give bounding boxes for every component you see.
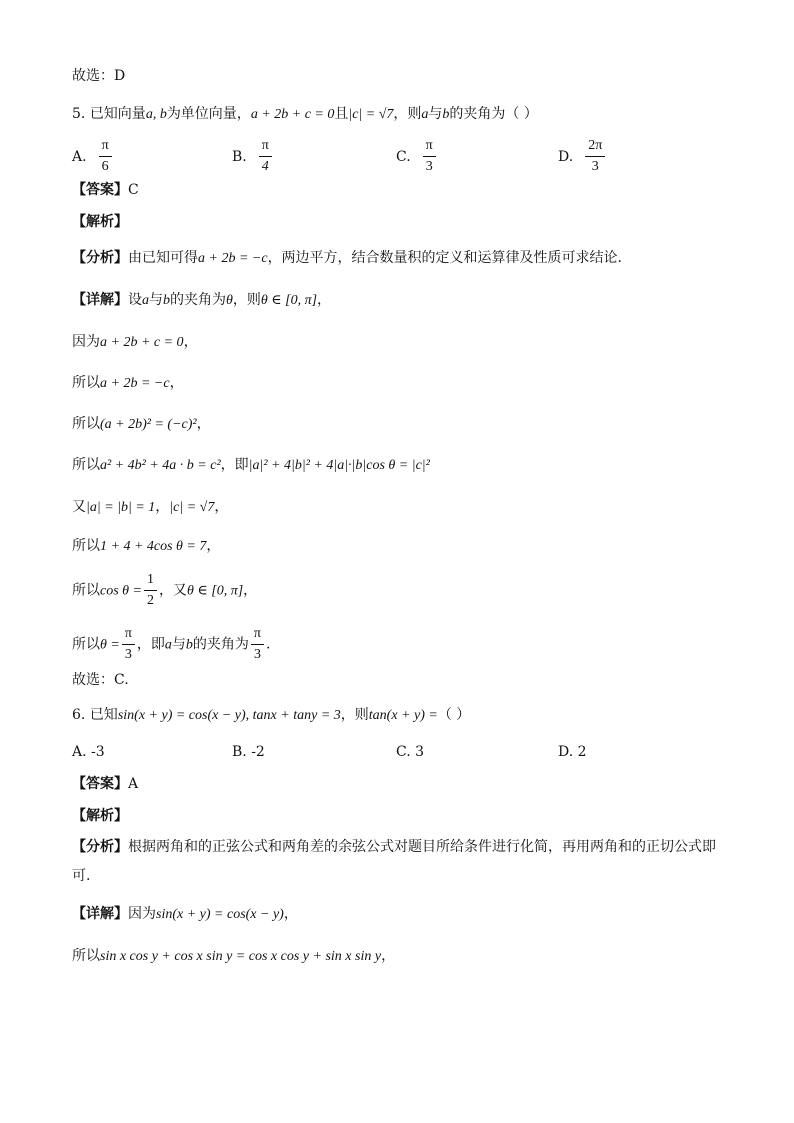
q5-select: 故选：C.	[72, 672, 129, 688]
text: 因为	[128, 906, 156, 922]
q5-detail-line-1	[72, 290, 331, 311]
text: ，即	[136, 636, 165, 653]
math: sin x cos y + cos x sin y = cos x cos y + sin x sin y	[100, 949, 382, 964]
q5-detail-line-5	[72, 455, 430, 476]
frac-numerator: π	[423, 138, 436, 157]
q5-detail-line-9	[72, 626, 270, 663]
math: a	[142, 293, 149, 308]
text: 所以	[72, 538, 100, 554]
math: θ	[226, 293, 233, 308]
option-fraction	[585, 138, 605, 175]
text: 所以	[72, 457, 100, 473]
q5-detail-line-4	[72, 414, 211, 435]
text: ，	[283, 906, 298, 922]
text: （ ）	[437, 707, 471, 723]
math: a² + 4b² + 4a · b = c²	[100, 458, 221, 473]
text: 的夹角为	[170, 292, 226, 308]
text: ，	[169, 375, 184, 391]
q5-stem-with: 与	[428, 106, 443, 122]
math: b	[185, 637, 193, 653]
math: sin(x + y) = cos(x − y)	[156, 907, 284, 922]
math: |c| = √7	[169, 500, 215, 515]
text: 又	[72, 499, 86, 515]
answer-tag: 【答案】	[72, 776, 128, 792]
fraction	[144, 572, 157, 609]
xiangjie-tag: 【详解】	[72, 292, 128, 308]
fenxi-eq: a + 2b = −c	[198, 251, 268, 266]
q6-option-a	[72, 742, 105, 762]
text: 设	[128, 292, 142, 308]
option-label: B.	[232, 148, 247, 165]
q5-fenxi	[72, 248, 622, 269]
frac-denominator: 3	[425, 159, 433, 174]
answer-value: A	[128, 776, 139, 792]
text: ，	[183, 334, 198, 350]
q6-number: 6.	[72, 707, 86, 723]
fraction	[122, 626, 135, 663]
option-label: A.	[72, 148, 87, 165]
q5-analysis-tag	[72, 212, 128, 232]
q6-option-d	[558, 742, 587, 762]
math: a	[164, 637, 172, 653]
frac-numerator: π	[99, 138, 112, 157]
prev-answer-select: 故选：D	[72, 68, 126, 84]
text: ，	[317, 292, 332, 308]
q5-stem-eq: a + 2b + c = 0	[250, 107, 335, 122]
answer-value: C	[128, 182, 139, 198]
frac-numerator: π	[251, 626, 264, 645]
q5-detail-line-8	[72, 572, 257, 609]
text: 的夹角为	[192, 636, 249, 653]
q5-stem-vars: a, b	[145, 107, 167, 122]
text: 已知	[89, 707, 118, 723]
text: 所以	[72, 636, 100, 653]
q5-option-a	[72, 138, 114, 175]
math: a + 2b = −c	[100, 376, 170, 391]
math: θ ∈ [0, π]	[260, 293, 318, 308]
q5-detail-line-3	[72, 373, 184, 394]
text: 所以	[72, 416, 100, 432]
text: .	[265, 636, 271, 653]
math: 1 + 4 + 4cos θ = 7	[100, 539, 207, 554]
fenxi-tag: 【分析】	[72, 250, 128, 266]
q5-stem-b: b	[442, 107, 450, 122]
analysis-tag: 【解析】	[72, 808, 128, 824]
fenxi-pre: 由已知可得	[128, 250, 198, 266]
math: (a + 2b)² = (−c)²	[100, 417, 197, 432]
q5-detail-line-2	[72, 332, 198, 353]
text: ，	[196, 416, 211, 432]
fenxi-tag: 【分析】	[72, 839, 128, 855]
option-fraction	[259, 138, 272, 175]
text: 所以	[72, 375, 100, 391]
q6-analysis-tag	[72, 806, 128, 826]
option-label: C.	[396, 744, 411, 760]
text: ，则	[232, 292, 261, 308]
text: ，	[155, 499, 170, 515]
text: 与	[171, 636, 186, 653]
option-value: -3	[91, 744, 105, 760]
math: |a|² + 4|b|² + 4|a|·|b|cos θ = |c|²	[248, 458, 430, 473]
frac-denominator: 3	[591, 159, 599, 174]
q6-detail-line-2	[72, 946, 395, 967]
text: 因为	[72, 334, 100, 350]
math: θ ∈ [0, π]	[187, 583, 244, 599]
frac-numerator: π	[122, 626, 135, 645]
text: ，即	[220, 457, 249, 473]
q5-option-b	[232, 138, 274, 175]
answer-tag: 【答案】	[72, 182, 128, 198]
math: |a| = |b| = 1	[86, 500, 156, 515]
q5-stem-a: a	[421, 107, 429, 122]
option-value: 3	[415, 744, 425, 760]
q5-detail-line-6	[72, 497, 228, 518]
text: ，	[214, 499, 229, 515]
frac-numerator: π	[259, 138, 272, 157]
option-label: B.	[232, 744, 247, 760]
q5-answer	[72, 180, 139, 200]
frac-numerator: 2π	[585, 138, 605, 157]
option-value: 2	[577, 744, 587, 760]
q5-stem-pre: 已知向量	[89, 106, 146, 122]
q6-stem	[72, 705, 470, 726]
text: 根据两角和的正弦公式和两角差的余弦公式对题目所给条件进行化简，再用两角和的正切公式即	[128, 839, 716, 855]
text: ，	[243, 582, 258, 599]
option-fraction	[99, 138, 112, 175]
q5-stem-tail: 的夹角为（ ）	[449, 106, 538, 122]
q6-detail-line-1	[72, 904, 298, 925]
q6-answer	[72, 774, 138, 794]
text: 与	[149, 292, 163, 308]
q5-number: 5.	[72, 106, 86, 122]
frac-denominator: 3	[124, 647, 132, 662]
frac-denominator: 3	[253, 647, 261, 662]
q5-option-d	[558, 138, 607, 175]
math: cos θ =	[100, 583, 142, 599]
option-label: D.	[558, 148, 574, 165]
text: 所以	[72, 948, 100, 964]
q6-option-b	[232, 742, 265, 762]
q5-stem-norm: |c| = √7	[348, 107, 394, 122]
q5-option-c	[396, 138, 438, 175]
analysis-tag: 【解析】	[72, 214, 128, 230]
q6-fenxi-line-2: 可.	[72, 868, 91, 884]
fraction	[251, 626, 264, 663]
math: b	[163, 293, 170, 308]
option-value: -2	[251, 744, 265, 760]
option-label: C.	[396, 148, 411, 165]
math: sin(x + y) = cos(x − y), tanx + tany = 3	[117, 708, 341, 723]
math: tan(x + y) =	[368, 708, 438, 723]
text: 所以	[72, 582, 100, 599]
q5-stem-unit: 为单位向量，	[166, 106, 251, 122]
text: ，	[206, 538, 221, 554]
q6-option-c	[396, 742, 424, 762]
fenxi-post: ，两边平方，结合数量积的定义和运算律及性质可求结论.	[267, 250, 623, 266]
text: ，则	[340, 707, 369, 723]
text: ，	[381, 948, 396, 964]
frac-denominator: 2	[147, 593, 154, 608]
math: θ =	[100, 637, 120, 653]
frac-denominator: 4	[261, 159, 269, 174]
option-fraction	[423, 138, 436, 175]
q5-detail-line-7	[72, 536, 220, 557]
xiangjie-tag: 【详解】	[72, 906, 128, 922]
q5-stem-then: ，则	[393, 106, 422, 122]
frac-denominator: 6	[101, 159, 109, 174]
q6-fenxi-line-1	[72, 837, 716, 857]
q5-stem-and: 且	[334, 106, 349, 122]
math: a + 2b + c = 0	[100, 335, 184, 350]
frac-numerator: 1	[144, 572, 157, 591]
option-label: D.	[558, 744, 574, 760]
option-label: A.	[72, 744, 87, 760]
text: ，又	[159, 582, 187, 599]
q5-stem	[72, 104, 538, 125]
